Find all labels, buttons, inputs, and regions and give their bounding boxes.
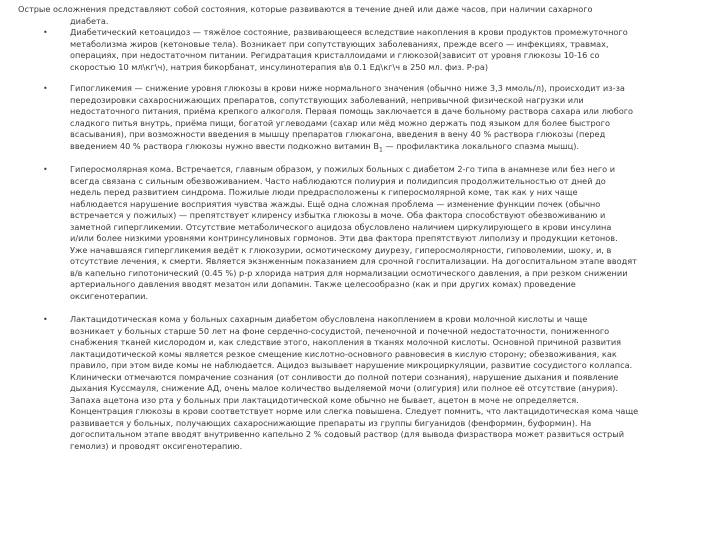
bullet-icon: • <box>43 28 48 37</box>
text-line: дыхания Куссмауля, снижение АД, очень малое количество выделяемой мочи (олигурия) или полное её отсутствие (анурия). <box>70 383 618 393</box>
text-line: гемолиз) и проводят оксигенотерапию. <box>70 440 243 451</box>
text-line: Клинически отмечаются помрачение сознания (от сонливости до полной потери сознания), нарушение дыхания и появление <box>70 371 619 382</box>
text-line: недостаточного питания, приёма крепкого алкоголя. Первая помощь заключается в даче больному раствора сахара или любого <box>70 106 634 116</box>
text-line: операциях, при недостаточном питании. Регидратация кристаллоидами и глюкозой(зависит от уровня глюкозы 10-16 со <box>70 50 600 60</box>
intro-line: диабета. <box>70 15 109 26</box>
text-line: и/или более низкими уровнями контринсулиновых гормонов. Эти два фактора препятствуют липолизу и продукции кетонов. <box>70 233 618 243</box>
text-line: всегда связана с сильным обезвоживанием. Часто наблюдаются полиурия и полидипсия продолжительностью от дней до <box>70 175 606 186</box>
list-item-ketoacidosis <box>0 27 720 73</box>
text-line: скоростью 10 мл\кг\ч), натрия бикорбанат, инсулинотерапия в\в 0.1 Ед\кг\ч в 250 мл. физ. Р-ра) <box>70 61 489 72</box>
text-line: Диабетический кетоацидоз — тяжёлое состояние, развивающееся вследствие накопления в крови продуктов промежуточного <box>70 27 628 37</box>
text-fragment: — профилактика локального спазма мышц). <box>382 140 579 151</box>
text-line: возникает у больных старше 50 лет на фоне сердечно-сосудистой, печеночной и почечной недостаточности, пониженного <box>70 325 610 336</box>
text-line: в/в капельно гипотонический (0.45 %) р-р хлорида натрия для нормализации осмотического давления, а при резком снижении <box>70 267 628 278</box>
text-line: лактацидотической комы является резкое смещение кислотно-основного равновесия в кислую сторону; обезвоживания, как <box>70 348 617 359</box>
list-item-lactic-acidosis-coma <box>0 314 720 452</box>
text-line: встречается у пожилых) — препятствует клиренсу избытка глюкозы в моче. Оба фактора способствуют обезвоживанию и <box>70 210 606 220</box>
text-line: передозировки сахароснижающих препаратов, сопутствующих заболеваний, непривычной физической нагрузки или <box>70 94 584 105</box>
text-line: сладкого питья внутрь, приёма пищи, богатой углеводами (сахар или мёд можно держать под языком для более быстрого <box>70 117 610 128</box>
text-line: Концентрация глюкозы в крови соответствует норме или слегка повышена. Следует помнить, что лактацидотическая кома чаще <box>70 406 639 416</box>
text-line: отсутствие лечения, к смерти. Является экзнженным показанием для срочной госпитализации. На догоспитальном этапе вводят <box>70 256 637 266</box>
text-line: наблюдается нарушение восприятия чувства жажды. Ещё одна сложная проблема — изменение функции почек (обычно <box>70 198 601 209</box>
text-line: артериального давления вводят мезатон или допамин. Также целесообразно (как и при других комах) проведение <box>70 279 576 289</box>
text-line: догоспитальном этапе вводят внутривенно капельно 2 % содовый раствор (для вывода физраствора может развиться острый <box>70 429 625 439</box>
text-line: Гипогликемия — снижение уровня глюкозы в крови ниже нормального значения (обычно ниже 3,3 ммоль/л), происходит из-за <box>70 83 625 93</box>
list-item-hypoglycemia <box>0 83 720 152</box>
text-line <box>70 141 694 153</box>
intro-line: Острые осложнения представляют собой состояния, которые развиваются в течение дней или даже часов, при наличии сахарного <box>18 4 593 14</box>
list-item-hyperosmolar-coma <box>0 164 720 302</box>
text-line: всасывания), при возможности введения в мышцу препаратов глюкагона, введения в вену 40 % раствора глюкозы (перед <box>70 129 606 139</box>
text-line: снабжения тканей кислородом и, как следствие этого, накопления в тканях молочной кислоты. Основной причиной развития <box>70 337 622 347</box>
text-line: Лактацидотическая кома у больных сахарным диабетом обусловлена накоплением в крови молочной кислоты и чаще <box>70 314 588 324</box>
text-line: оксигенотерапии. <box>70 290 149 301</box>
text-line: Запаха ацетона изо рта у больных при лактацидотической коме обычно не бывает, ацетон в моче не определяется. <box>70 394 579 405</box>
subscript: 1 <box>378 146 383 154</box>
bullet-icon: • <box>43 315 48 324</box>
text-line: Гиперосмолярная кома. Встречается, главным образом, у пожилых больных с диабетом 2-го типа в анамнезе или без него и <box>70 164 616 174</box>
text-line: Уже начавшаяся гипергликемия ведёт к глюкозурии, осмотическому диурезу, гиперосмолярности, гиповолемии, шоку, и, в <box>70 244 612 255</box>
text-line: недель перед развитием синдрома. Пожилые люди предрасположены к гиперосмолярной коме, так как у них чаще <box>70 187 578 197</box>
text-fragment: введением 40 % раствора глюкозы нужно ввести подкожно витамин В <box>70 140 379 151</box>
text-line: метаболизма жиров (кетоновые тела). Возникает при сопутствующих заболеваниях, прежде всего — инфекциях, травмах, <box>70 38 609 49</box>
text-line: правило, при этом виде комы не наблюдается. Ацидоз вызывает нарушение микроциркуляции, развитие сосудистого коллапса. <box>70 360 633 370</box>
text-line: заметной гипергликемии. Отсутствие метаболического ацидоза обусловлено наличием циркулирующего в крови инсулина <box>70 221 612 232</box>
bullet-icon: • <box>43 84 48 93</box>
complications-list <box>0 27 720 452</box>
text-line: развивается у больных, получающих сахароснижающие препараты из группы бигуанидов (фенформин, буформин). На <box>70 417 592 428</box>
bullet-icon: • <box>43 165 48 174</box>
intro-paragraph <box>18 4 698 27</box>
